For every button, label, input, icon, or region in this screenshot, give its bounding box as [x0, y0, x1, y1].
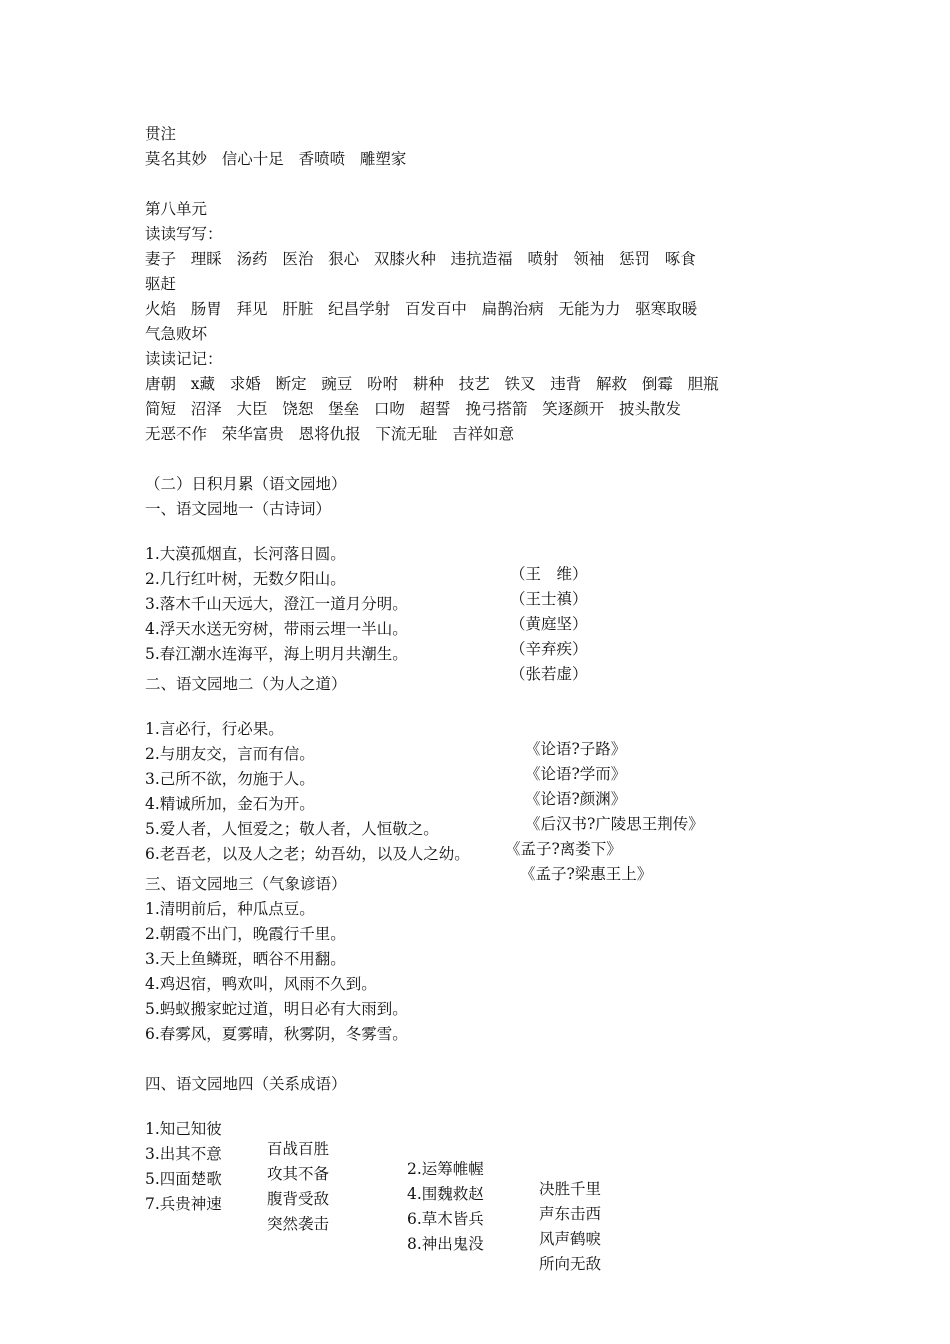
saying-line: 2.与朋友交，言而有信。 《论语?学而》	[145, 745, 627, 783]
saying-source: 《孟子?梁惠王上》	[520, 865, 653, 883]
section-heading: （二）日积月累（语文园地）	[145, 475, 347, 493]
idiom-row: 5.四面楚歌 腹背受敌 6.草木皆兵 风声鹤唳	[145, 1170, 602, 1248]
word-list-line: 气急败坏	[145, 325, 208, 343]
word-list-line: 唐朝 x藏 求婚 断定 豌豆 吩咐 耕种 技艺 铁叉 违背 解救 倒霉 胆瓶	[145, 375, 719, 393]
saying-source: 《论语?子路》	[525, 740, 627, 758]
saying-line: 5.爱人者，人恒爱之；敬人者，人恒敬之。 《孟子?离娄下》	[145, 820, 622, 858]
saying-line: 3.己所不欲，勿施于人。 《论语?颜渊》	[145, 770, 627, 808]
idiom-row: 3.出其不意 攻其不备 4.围魏救赵 声东击西	[145, 1145, 602, 1223]
idiom-row: 7.兵贵神速 突然袭击 8.神出鬼没 所向无敌	[145, 1195, 602, 1273]
poem-line: 1.大漠孤烟直，长河落日圆。 （王 维）	[145, 545, 588, 583]
poem-line: 2.几行红叶树，无数夕阳山。 （王士禛）	[145, 570, 588, 608]
saying-source: 《论语?学而》	[525, 765, 627, 783]
section-heading: 一、语文园地一（古诗词）	[145, 500, 332, 518]
section-label: 读读写写：	[145, 225, 223, 243]
poem-author: （王士禛）	[510, 590, 588, 608]
saying-source: 《后汉书?广陵思王荆传》	[525, 815, 704, 833]
word-list-line: 妻子 理睬 汤药 医治 狠心 双膝火种 违抗造福 喷射 领袖 惩罚 啄食	[145, 250, 696, 268]
unit-heading: 第八单元	[145, 200, 208, 218]
poem-author: （王 维）	[510, 565, 588, 583]
poem-author: （张若虚）	[510, 665, 588, 683]
saying-line: 4.精诚所加，金石为开。 《后汉书?广陵思王荆传》	[145, 795, 704, 833]
word-list-line: 驱赶	[145, 275, 177, 293]
saying-source: 《孟子?离娄下》	[505, 840, 622, 858]
word-list-line: 无恶不作 荣华富贵 恩将仇报 下流无耻 吉祥如意	[145, 425, 515, 443]
section-heading: 三、语文园地三（气象谚语）	[145, 875, 347, 893]
saying-line: 1.言必行，行必果。 《论语?子路》	[145, 720, 627, 758]
poem-author: （黄庭坚）	[510, 615, 588, 633]
text-line: 贯注	[145, 125, 177, 143]
saying-source: 《论语?颜渊》	[525, 790, 627, 808]
text-line: 莫名其妙 信心十足 香喷喷 雕塑家	[145, 150, 407, 168]
idiom-row: 1.知己知彼 百战百胜 2.运筹帷幄 决胜千里	[145, 1120, 602, 1198]
proverb-line: 2.朝霞不出门，晚霞行千里。	[145, 925, 346, 943]
section-heading: 四、语文园地四（关系成语）	[145, 1075, 347, 1093]
proverb-line: 6.春雾风，夏雾晴，秋雾阴，冬雾雪。	[145, 1025, 408, 1043]
word-list-line: 火焰 肠胃 拜见 肝脏 纪昌学射 百发百中 扁鹊治病 无能为力 驱寒取暖	[145, 300, 698, 318]
proverb-line: 1.清明前后，种瓜点豆。	[145, 900, 315, 918]
poem-line: 5.春江潮水连海平，海上明月共潮生。 （张若虚）	[145, 645, 588, 683]
section-label: 读读记记：	[145, 350, 223, 368]
word-list-line: 简短 沼泽 大臣 饶恕 堡垒 口吻 超誓 挽弓搭箭 笑逐颜开 披头散发	[145, 400, 682, 418]
proverb-line: 5.蚂蚁搬家蛇过道，明日必有大雨到。	[145, 1000, 408, 1018]
proverb-line: 4.鸡迟宿，鸭欢叫，风雨不久到。	[145, 975, 377, 993]
section-heading: 二、语文园地二（为人之道）	[145, 675, 347, 693]
saying-line: 6.老吾老，以及人之老；幼吾幼，以及人之幼。 《孟子?梁惠王上》	[145, 845, 653, 883]
proverb-line: 3.天上鱼鳞斑，晒谷不用翻。	[145, 950, 346, 968]
poem-line: 4.浮天水送无穷树，带雨云埋一半山。 （辛弃疾）	[145, 620, 588, 658]
poem-line: 3.落木千山天远大，澄江一道月分明。 （黄庭坚）	[145, 595, 588, 633]
poem-author: （辛弃疾）	[510, 640, 588, 658]
